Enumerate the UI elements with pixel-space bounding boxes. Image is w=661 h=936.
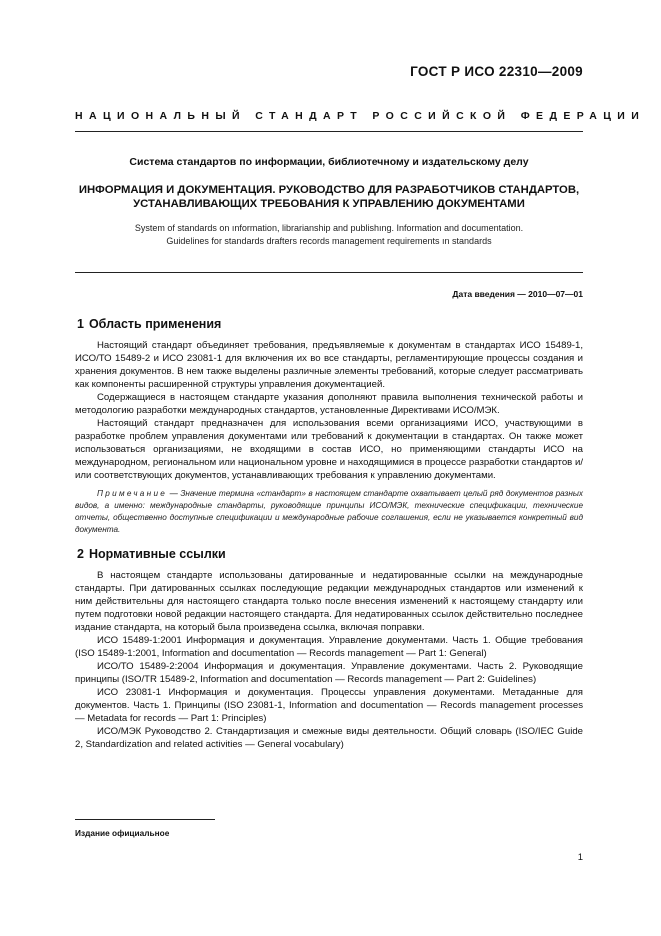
introduction-date: Дата введения — 2010—07—01 [452,289,583,299]
section-heading [75,548,583,561]
document-body [75,318,583,751]
section-title: Нормативные ссылки [88,547,226,561]
paragraph: Настоящий стандарт предназначен для использования всеми организациями ИСО, участвующими в разработке проблем управления документами или требований к документации в стандартах. Он также может использоваться организациями, не входящими в состав ИСО, но применяющими стандарты ИСО на международном, региональном или национальном уровне и находящимися в процессе разработки стандартов и/или соответствующих документов, устанавливающих требования к управлению документами. [75,418,583,481]
national-standard-banner: НАЦИОНАЛЬНЫЙ СТАНДАРТ РОССИЙСКОЙ ФЕДЕРАЦИИ [75,110,646,122]
main-title-line: УСТАНАВЛИВАЮЩИХ ТРЕБОВАНИЯ К УПРАВЛЕНИЮ ДОКУМЕНТАМИ [133,198,525,210]
reference-item: ИСО/МЭК Руководство 2. Стандартизация и смежные виды деятельности. Общий словарь (ISO/IEC Guide 2, Standardization and related activities — General vocabulary) [75,726,583,750]
note-label: Примечание [97,489,168,498]
page-number: 1 [577,852,583,863]
section-number: 2 [77,547,84,561]
reference-item: ИСО/ТО 15489-2:2004 Информация и документация. Управление документами. Часть 2. Руководящие принципы (ISO/TR 15489-2, Information and documentation — Records management — Part 2: Guidelines) [75,661,583,685]
series-title: Система стандартов по информации, библиотечному и издательскому делу [129,156,529,168]
header-divider [75,131,583,132]
section-number: 1 [77,317,84,331]
note [75,488,583,536]
reference-item: ИСО 23081-1 Информация и документация. Процессы управления документами. Метаданные для документов. Часть 1. Принципы (ISO 23081-1, Information and documentation — Records management processes — Metadata for records — Part 1: Principles) [75,687,583,724]
reference-item: ИСО 15489-1:2001 Информация и документация. Управление документами. Часть 1. Общие требования (ISO 15489-1:2001, Information and documentation — Records management — Part 1: General) [75,635,583,659]
main-title-line: ИНФОРМАЦИЯ И ДОКУМЕНТАЦИЯ. РУКОВОДСТВО ДЛЯ РАЗРАБОТЧИКОВ СТАНДАРТОВ, [78,184,580,196]
title-divider [75,272,583,273]
paragraph: В настоящем стандарте использованы датированные и недатированные ссылки на международные стандарты. При датированных ссылках последующие редакции международных стандартов или изменений к ним действительны для настоящего стандарта только после внесения изменений к настоящему стандарту или путем подготовки новой редакции настоящего стандарта. Для недатированных ссылок действительно последнее издание стандарта, на который была произведена ссылка, включая поправки. [75,570,583,633]
english-title [75,222,583,248]
paragraph: Содержащиеся в настоящем стандарте указания дополняют правила выполнения технической работы и методологию разработки международных стандартов, установленные Директивами ИСО/МЭК. [75,392,583,416]
footer-divider [75,819,215,820]
main-title [75,183,583,211]
section-heading [75,318,583,331]
paragraph: Настоящий стандарт объединяет требования, предъявляемые к документам в стандартах ИСО 15489-1, ИСО/ТО 15489-2 и ИСО 23081-1 для включения их во все стандарты, регламентирующие процессы создания и хранения документов. В нем также выделены различные элементы требований, которые следует рассматривать как компоненты расширенной структуры управления документацией. [75,340,583,390]
section-title: Область применения [88,317,222,331]
note-text: — Значение термина «стандарт» в настоящем стандарте охватывает целый ряд документов разных видов, а именно: международные стандарты, руководящие принципы ИСО/МЭК, технические спецификации, технические отчеты, общественно доступные спецификации и международные рабочие соглашения, если не указывается конкретный вид документа. [75,489,583,534]
standard-code: ГОСТ Р ИСО 22310—2009 [410,64,583,79]
official-edition-label: Издание официальное [75,828,170,838]
english-title-line: Guidelines for standards drafters records management requirements ın standards [166,236,492,246]
english-title-line: System of standards on ınformation, librarianship and publishıng. Information and documentation. [134,223,524,233]
